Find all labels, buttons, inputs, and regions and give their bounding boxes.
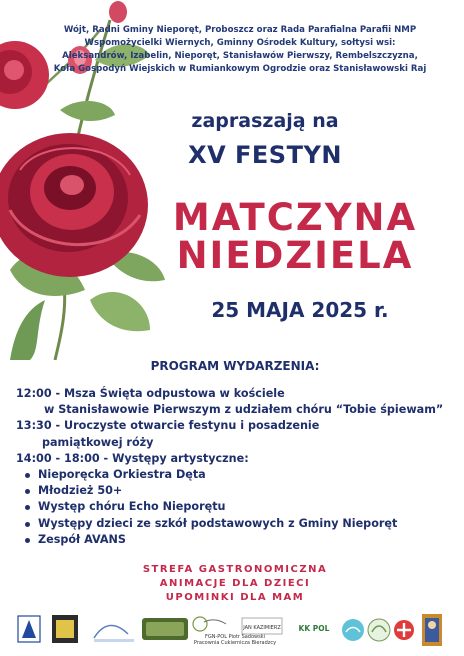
sponsor-line: FGN-POL Piotr Sadowski	[204, 634, 266, 640]
extra-gastro: STREFA GASTRONOMICZNA	[142, 564, 328, 575]
list-item	[38, 532, 456, 548]
gmina-logo-icon	[18, 616, 40, 642]
program-item-1-cont: w Stanisławowie Pierwszym z udziałem chóru “Tobie śpiewam”	[44, 403, 444, 417]
program-list	[16, 386, 456, 548]
program-item-2-cont: pamiątkowej róży	[42, 435, 154, 449]
event-title-line1: MATCZYNA	[172, 196, 418, 239]
kgw-logo-icon	[94, 625, 134, 642]
jan-kazimierz-text: JAN KAZIMIERZ	[243, 625, 281, 631]
organizers-line: Wójt, Radni Gminy Nieporęt, Proboszcz oraz Rada Parafialna Parafii NMP	[63, 25, 417, 35]
performance-label: Zespół AVANS	[38, 532, 126, 546]
film-logo-icon	[52, 615, 78, 643]
jan-kazimierz-logo-icon	[242, 618, 282, 634]
event-date: 25 MAJA 2025 r.	[211, 298, 389, 322]
list-item	[38, 516, 456, 532]
extra-gifts: UPOMINKI DLA MAM	[165, 592, 305, 603]
bullet-icon	[25, 505, 30, 510]
extra-kids: ANIMACJE DLA DZIECI	[159, 578, 311, 589]
eco-logo-icon	[368, 619, 390, 641]
organizers-line: Wspomożycielki Wiernych, Gminny Ośrodek Kultury, sołtysi wsi:	[84, 38, 396, 48]
bullet-icon	[25, 522, 30, 527]
rafineria-logo-icon	[193, 617, 226, 631]
performance-label: Występy dzieci ze szkół podstawowych z Gminy Nieporęt	[38, 516, 398, 530]
performance-label: Nieporęcka Orkiestra Dęta	[38, 468, 206, 482]
organizers-header	[22, 24, 458, 76]
invite-text: zapraszają na	[191, 110, 339, 132]
sponsor-caption	[190, 634, 280, 646]
program-item-1: 12:00 - Msza Święta odpustowa w kościele	[16, 387, 285, 400]
festyn-title: XV FESTYN	[188, 141, 342, 169]
bullet-icon	[25, 489, 30, 494]
list-item	[38, 499, 456, 515]
program-item-2: 13:30 - Uroczyste otwarcie festynu i posadzenie	[16, 419, 320, 433]
bullet-icon	[25, 538, 30, 543]
list-item	[38, 483, 456, 499]
organizers-line: Aleksandrów, Izabelin, Nieporęt, Stanisławów Pierwszy, Rembelszczyzna,	[62, 51, 418, 61]
program-item-3: 14:00 - 18:00 - Występy artystyczne:	[16, 451, 249, 465]
performances-list	[16, 467, 456, 548]
icon-image-icon	[422, 614, 442, 646]
performance-label: Młodzież 50+	[38, 484, 123, 498]
organizers-line: Koła Gospodyń Wiejskich w Rumiankowym Ogrodzie oraz Stanisławowski Raj	[53, 64, 427, 74]
bullet-icon	[25, 473, 30, 478]
sponsor-line: Pracownia Cukiernicza Bieradzcy	[193, 640, 277, 646]
garden-logo-icon	[142, 618, 188, 640]
caritas-logo-icon	[394, 620, 414, 640]
extras-block	[110, 563, 360, 605]
list-item	[38, 467, 456, 483]
kkpol-logo-icon	[296, 620, 332, 634]
event-title-line2: NIEDZIELA	[176, 234, 414, 277]
water-logo-icon	[342, 619, 364, 641]
program-heading: PROGRAM WYDARZENIA:	[150, 359, 320, 373]
kkpol-text: KK POL	[298, 624, 330, 633]
performance-label: Występ chóru Echo Nieporętu	[38, 500, 226, 514]
